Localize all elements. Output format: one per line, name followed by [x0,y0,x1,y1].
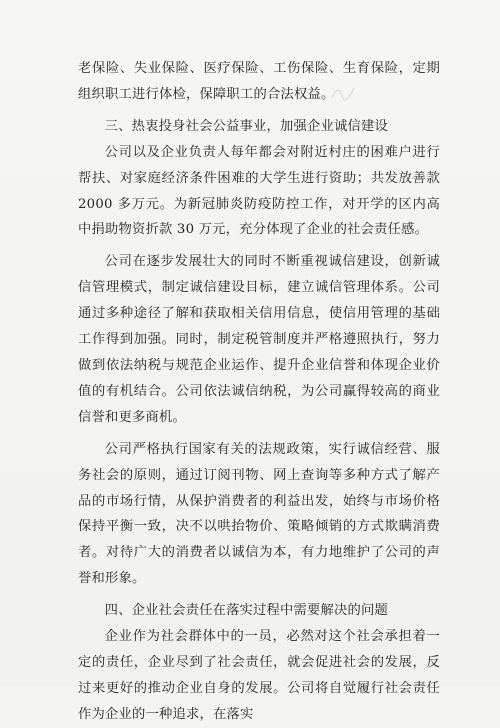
paragraph-responsibility-issues: 企业作为社会群体中的一员，必然对这个社会承担着一定的责任，企业尽到了社会责任，就会促进社会的发展，反过来更好的推动企业自身的发展。公司将自觉履行社会责任作为企业的一种追求，在落实 [78,629,440,722]
paragraph-honest-operation: 公司严格执行国家有关的法规政策，实行诚信经营、服务社会的原则，通过订阅刊物、网上查询等多种方式了解产品的市场行情，从保护消费者的利益出发，始终与市场价格保持平衡一致，决不以哄抬物价、策略倾销的方式欺瞒消费者。对待广大的消费者以诚信为本，有力地维护了公司的声誉和形象。 [78,441,440,587]
paragraph-benefits-continued: 老保险、失业保险、医疗保险、工伤保险、生育保险，定期组织职工进行体检，保障职工的合法权益。 [78,61,440,102]
section-heading-3: 三、热衷投身社会公益事业，加强企业诚信建设 [104,118,389,134]
document-body [78,56,440,728]
paragraph-charity: 公司以及企业负责人每年都会对附近村庄的困难户进行帮扶、对家庭经济条件困难的大学生进行资助；共发放善款 2000 多万元。为新冠肺炎防疫防控工作，对开学的区内高中捐助物资折款 30 万元，充分体现了企业的社会责任感。 [78,144,440,238]
paragraph-integrity-building: 公司在逐步发展壮大的同时不断重视诚信建设，创新诚信管理模式，制定诚信建设目标，建立诚信管理体系。公司通过多种途径了解和获取相关信用信息，使信用管理的基础工作得到加强。同时，制定税管制度并严格遵照执行，努力做到依法纳税与规范企业运作、提升企业信誉和体现企业价值的有机结合。公司依法诚信纳税，为公司赢得较高的商业信誉和更多商机。 [78,254,440,425]
section-heading-4: 四、企业社会责任在落实过程中需要解决的问题 [104,603,389,619]
